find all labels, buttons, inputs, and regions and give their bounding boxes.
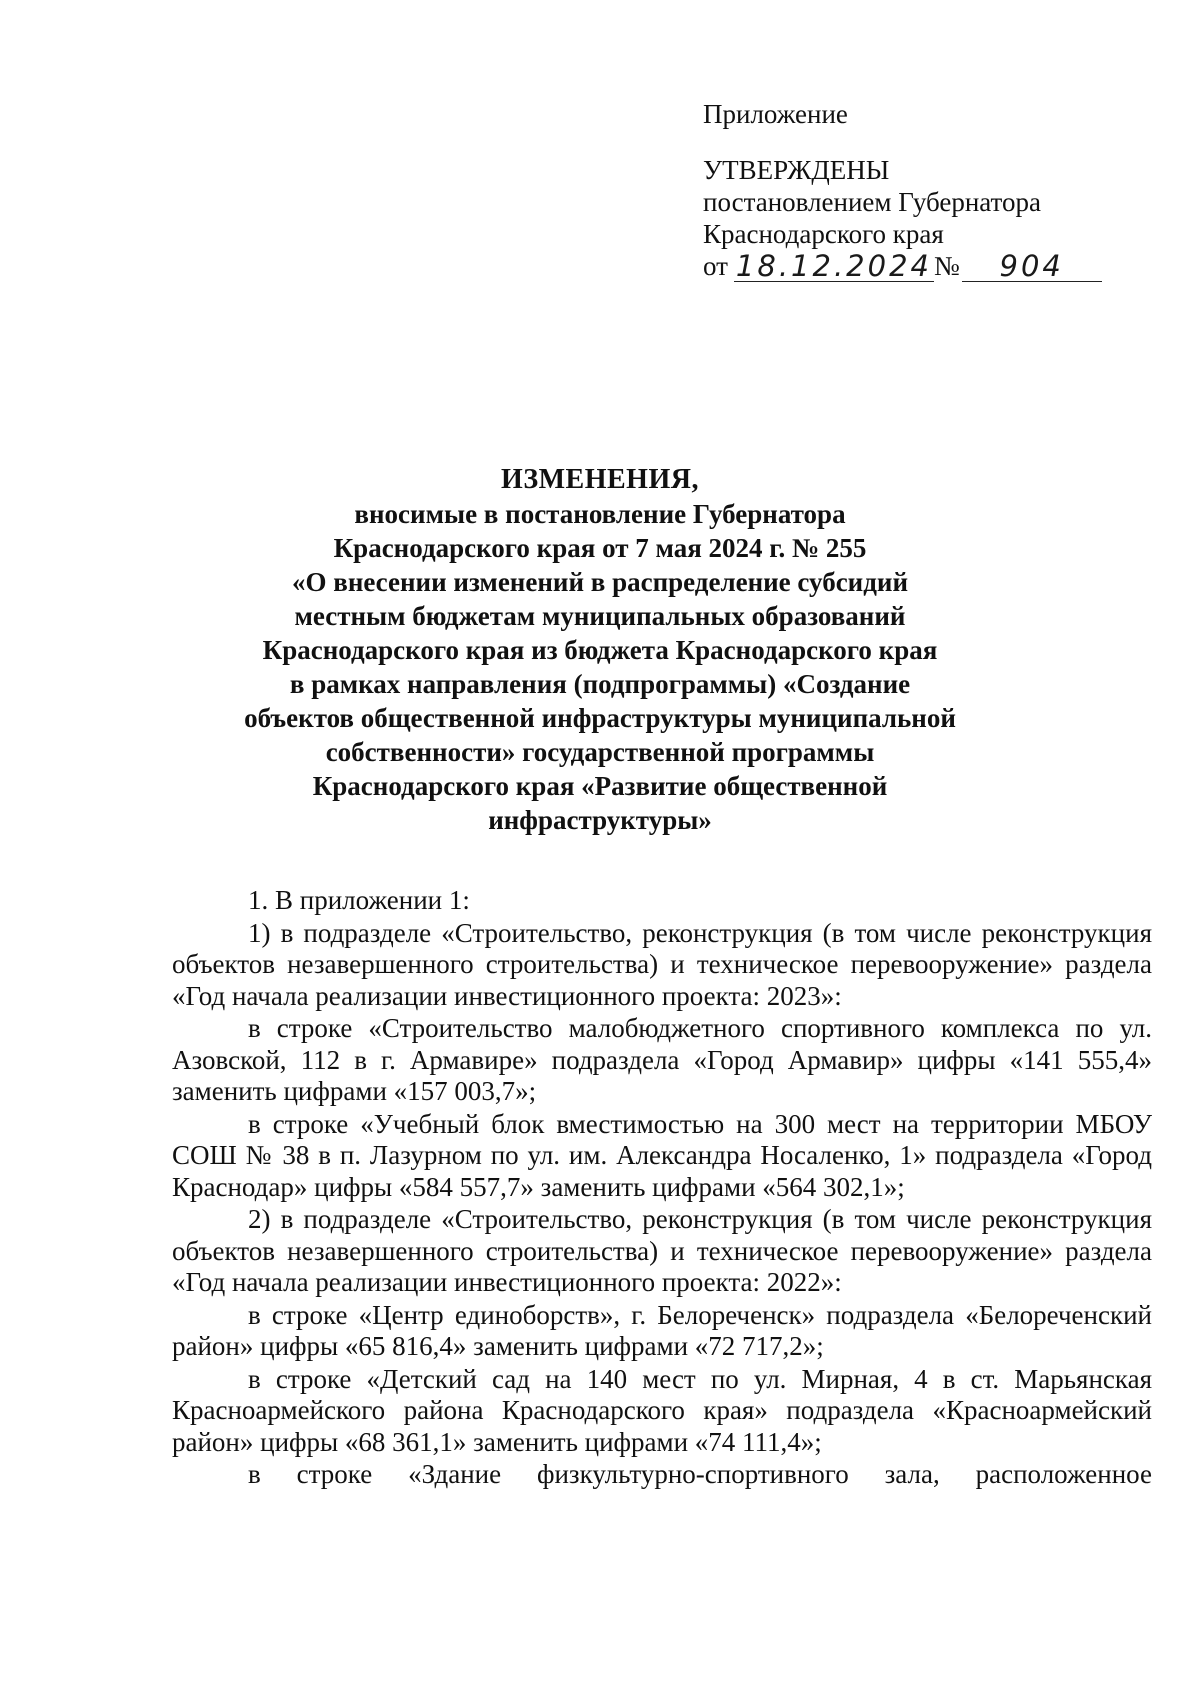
date-number-line: [703, 250, 1123, 282]
paragraph: в строке «Центр единоборств», г. Белореченск» подраздела «Белореченский район» цифры «65 816,4» заменить цифрами «72 717,2»;: [172, 1299, 1152, 1361]
title-line: объектов общественной инфраструктуры муниципальной: [244, 703, 956, 733]
approved-heading: УТВЕРЖДЕНЫ: [703, 155, 890, 185]
title-line: собственности» государственной программы: [325, 737, 875, 767]
title-line: вносимые в постановление Губернатора: [354, 499, 846, 529]
approved-region-line: Краснодарского края: [703, 219, 944, 249]
approved-by-line: постановлением Губернатора: [703, 187, 1041, 217]
handwritten-date: 18.12.2024: [735, 249, 932, 283]
paragraph: 2) в подразделе «Строительство, реконструкция (в том числе реконструкция объектов незавершенного строительства) и техническое перевооружение» раздела «Год начала реализации инвестиционного проекта: 2022»:: [172, 1204, 1152, 1297]
handwritten-number: 904: [962, 251, 1102, 282]
date-prefix: от: [703, 251, 728, 281]
title-line: Краснодарского края «Развитие общественной: [312, 771, 888, 801]
paragraph: в строке «Учебный блок вместимостью на 300 мест на территории МБОУ СОШ № 38 в п. Лазурном по ул. им. Александра Носаленко, 1» подраздела «Город Краснодар» цифры «584 557,7» заменить цифрами «564 302,1»;: [172, 1108, 1152, 1202]
title-main: ИЗМЕНЕНИЯ,: [501, 464, 699, 495]
title-line: Краснодарского края от 7 мая 2024 г. № 255: [333, 533, 867, 563]
approval-stamp-block: [703, 98, 1123, 282]
appendix-label: Приложение: [703, 99, 848, 129]
document-body: [172, 885, 1152, 1491]
document-title: [180, 463, 1020, 837]
title-line: Краснодарского края из бюджета Краснодарского края: [262, 635, 938, 665]
paragraph: в строке «Здание физкультурно-спортивного зала, расположенное: [248, 1459, 1152, 1489]
paragraph: 1) в подразделе «Строительство, реконструкция (в том числе реконструкция объектов незавершенного строительства) и техническое перевооружение» раздела «Год начала реализации инвестиционного проекта: 2023»:: [172, 917, 1152, 1011]
title-line: инфраструктуры»: [488, 805, 712, 835]
title-line: местным бюджетам муниципальных образований: [294, 601, 906, 631]
paragraph: 1. В приложении 1:: [248, 885, 470, 915]
number-prefix: №: [933, 251, 960, 281]
title-line: в рамках направления (подпрограммы) «Создание: [289, 669, 911, 699]
title-line: «О внесении изменений в распределение субсидий: [291, 567, 909, 597]
paragraph: в строке «Строительство малобюджетного спортивного комплекса по ул. Азовской, 112 в г. Армавире» подраздела «Город Армавир» цифры «141 555,4» заменить цифрами «157 003,7»;: [172, 1013, 1152, 1106]
paragraph: в строке «Детский сад на 140 мест по ул. Мирная, 4 в ст. Марьянская Красноармейского района Краснодарского края» подраздела «Красноармейский район» цифры «68 361,1» заменить цифрами «74 111,4»;: [172, 1363, 1152, 1457]
